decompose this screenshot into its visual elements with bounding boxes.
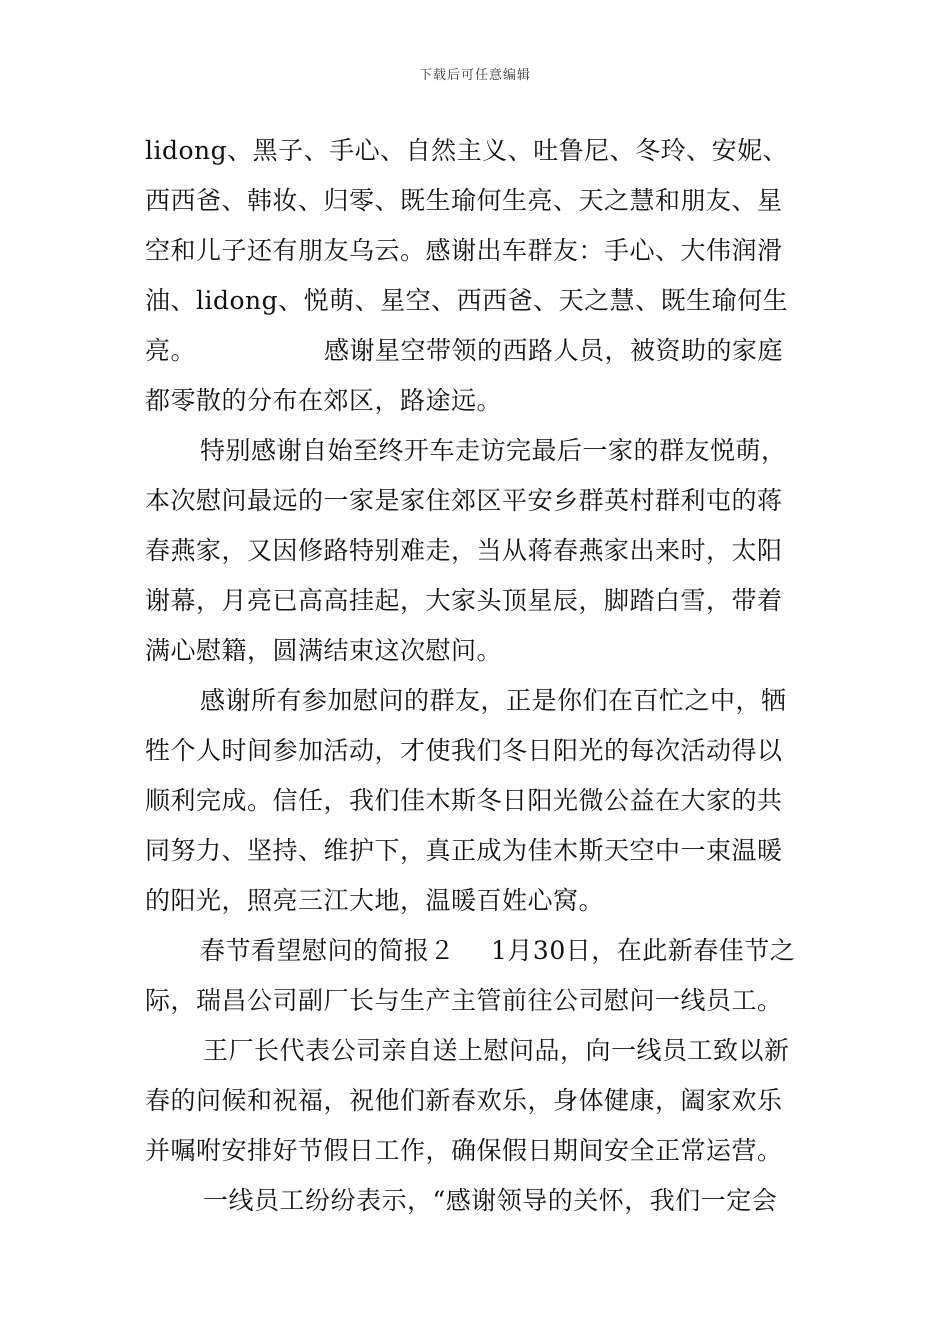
paragraph-first-line: 王厂长代表公司亲自送上慰问品，向一线员工致以新 bbox=[203, 1036, 790, 1065]
text-line: 并嘱咐安排好节假日工作，确保假日期间安全正常运营。 bbox=[145, 1136, 783, 1165]
text-line: 春燕家，又因修路特别难走，当从蒋春燕家出来时，太阳 bbox=[145, 536, 783, 565]
document-body bbox=[145, 126, 810, 1226]
text-line: 空和儿子还有朋友乌云。感谢出车群友：手心、大伟润滑 bbox=[145, 236, 783, 265]
text-line: 谢幕，月亮已高高挂起，大家头顶星辰，脚踏白雪，带着 bbox=[145, 586, 783, 615]
text-line: 都零散的分布在郊区，路途远。 bbox=[145, 386, 503, 415]
text-line: 满心慰籍，圆满结束这次慰问。 bbox=[145, 636, 503, 665]
text-line: 顺利完成。信任，我们佳木斯冬日阳光微公益在大家的共 bbox=[145, 786, 783, 815]
text-line: 春的问候和祝福，祝他们新春欢乐，身体健康，阖家欢乐 bbox=[145, 1086, 783, 1115]
paragraph-first-line: 感谢所有参加慰问的群友，正是你们在百忙之中，牺 bbox=[200, 686, 787, 715]
page-header: 下载后可任意编辑 bbox=[418, 68, 531, 83]
text-line-split bbox=[145, 926, 810, 976]
text-line-split bbox=[145, 326, 810, 376]
section-title: 春节看望慰问的简报２ bbox=[200, 936, 456, 965]
text-line: lidong、黑子、手心、自然主义、吐鲁尼、冬玲、安妮、 bbox=[145, 136, 789, 165]
text-line: 油、lidong、悦萌、星空、西西爸、天之慧、既生瑜何生 bbox=[145, 286, 789, 315]
text-segment: 感谢星空带领的西路人员，被资助的家庭 bbox=[324, 336, 784, 365]
text-line: 西西爸、韩妆、归零、既生瑜何生亮、天之慧和朋友、星 bbox=[145, 186, 783, 215]
text-line: 本次慰问最远的一家是家住郊区平安乡群英村群利屯的蒋 bbox=[145, 486, 783, 515]
text-line: 的阳光，照亮三江大地，温暖百姓心窝。 bbox=[145, 886, 605, 915]
text-segment: 亮。 bbox=[145, 336, 197, 365]
text-line: 际，瑞昌公司副厂长与生产主管前往公司慰问一线员工。 bbox=[145, 986, 783, 1015]
paragraph-first-line: 一线员工纷纷表示，“感谢领导的关怀，我们一定会 bbox=[203, 1186, 778, 1215]
text-line: 同努力、坚持、维护下，真正成为佳木斯天空中一束温暖 bbox=[145, 836, 783, 865]
text-segment: 1月30日，在此新春佳节之 bbox=[491, 936, 796, 965]
text-line: 牲个人时间参加活动，才使我们冬日阳光的每次活动得以 bbox=[145, 736, 783, 765]
paragraph-first-line: 特别感谢自始至终开车走访完最后一家的群友悦萌， bbox=[200, 436, 787, 465]
